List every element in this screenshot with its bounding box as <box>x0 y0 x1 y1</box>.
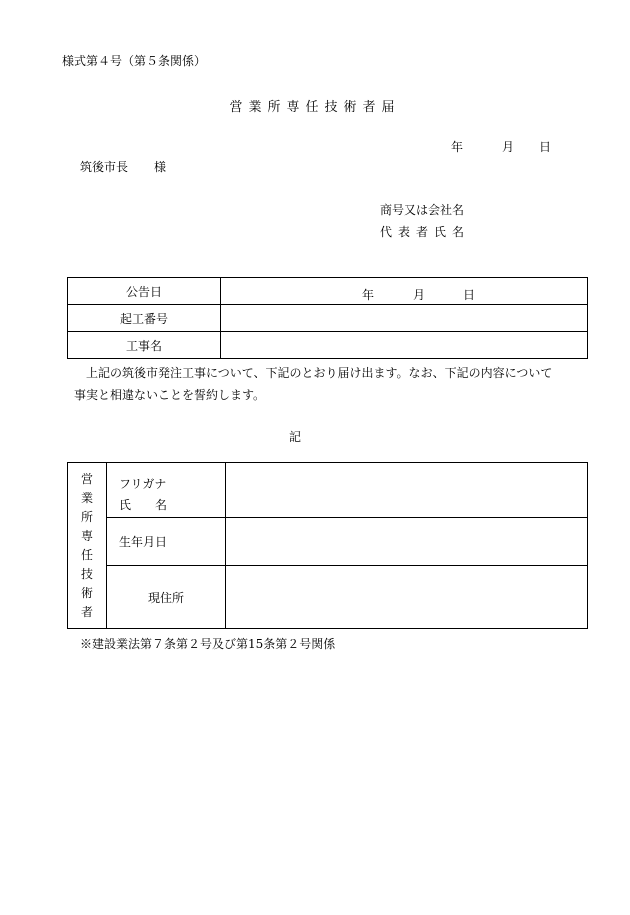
addressee <box>80 158 167 175</box>
date-year-label: 年 <box>451 140 464 154</box>
announcement-month-label: 月 <box>413 288 426 302</box>
address-field[interactable] <box>226 566 588 629</box>
table-row <box>68 463 588 518</box>
table-row <box>68 305 588 332</box>
engineer-table <box>67 462 588 629</box>
table-row <box>68 566 588 629</box>
table-row <box>68 332 588 359</box>
representative-name-label: 代表者氏名 <box>380 225 471 239</box>
announcement-date-label: 公告日 <box>68 278 221 305</box>
construction-name-label: 工事名 <box>68 332 221 359</box>
legal-note: ※建設業法第７条第２号及び第15条第２号関係 <box>80 637 336 651</box>
declaration-text <box>62 362 582 406</box>
announcement-date-field[interactable] <box>221 278 588 305</box>
addressee-name: 筑後市長 <box>80 160 129 174</box>
form-title: 営業所専任技術者届 <box>229 100 401 115</box>
birthdate-label: 生年月日 <box>107 518 226 566</box>
date-month-label: 月 <box>502 140 515 154</box>
engineer-section-label: 営業所専任技術者 <box>68 463 107 629</box>
ki-heading: 記 <box>289 430 302 444</box>
project-info-table <box>67 277 588 359</box>
birthdate-field[interactable] <box>226 518 588 566</box>
form-number: 様式第４号（第５条関係） <box>62 54 207 68</box>
date-day-label: 日 <box>539 140 552 154</box>
table-row <box>68 278 588 305</box>
announcement-year-label: 年 <box>362 288 375 302</box>
name-label: 氏 名 <box>119 498 168 512</box>
construction-name-field[interactable] <box>221 332 588 359</box>
addressee-honorific: 様 <box>154 160 167 174</box>
furigana-name-label-cell <box>107 463 226 518</box>
construction-number-field[interactable] <box>221 305 588 332</box>
construction-number-label: 起工番号 <box>68 305 221 332</box>
table-row <box>68 518 588 566</box>
company-name-label: 商号又は会社名 <box>380 203 465 217</box>
engineer-name-field[interactable] <box>226 463 588 518</box>
declaration-line-1: 上記の筑後市発注工事について、下記のとおり届け出ます。なお、下記の内容について <box>86 366 553 380</box>
address-label: 現住所 <box>107 566 226 629</box>
declaration-line-2: 事実と相違ないことを誓約します。 <box>74 388 266 402</box>
announcement-day-label: 日 <box>463 288 476 302</box>
furigana-label: フリガナ <box>119 477 167 491</box>
